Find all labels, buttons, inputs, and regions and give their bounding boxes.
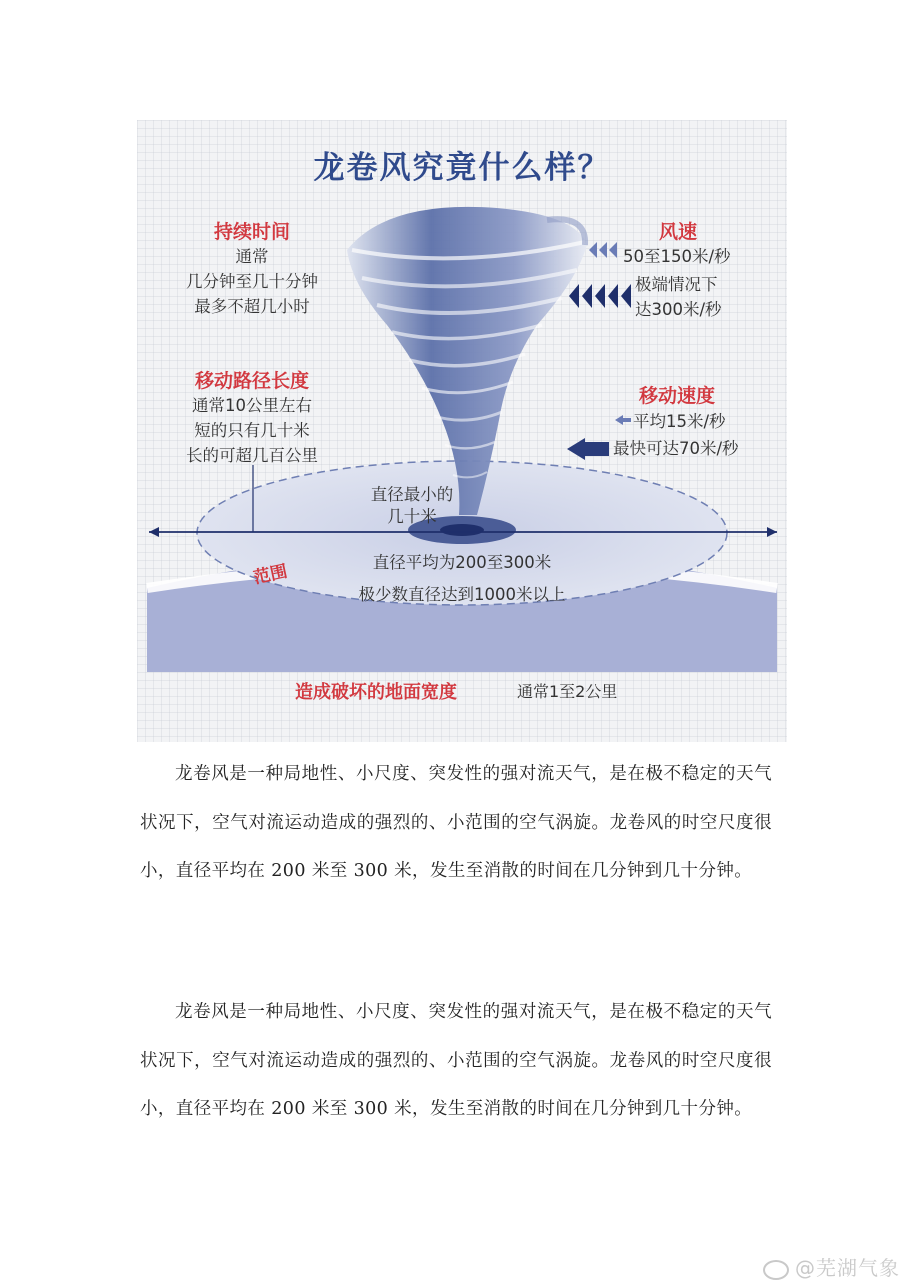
duration-heading: 持续时间: [213, 221, 290, 243]
move-speed-avg: 平均15米/秒: [633, 412, 726, 431]
tornado-infographic: [137, 120, 787, 742]
path-length-line: 长的可超几百公里: [186, 446, 318, 465]
duration-body: [157, 244, 347, 319]
path-length-body: [157, 393, 347, 468]
infographic-title: 龙卷风究竟什么样？: [313, 150, 611, 186]
min-diameter-label: [352, 484, 472, 528]
weibo-icon: [763, 1260, 789, 1280]
range-max: 极少数直径达到1000米以上: [358, 585, 566, 604]
body-paragraph: 龙卷风是一种局地性、小尺度、突发性的强对流天气，是在极不稳定的天气状况下，空气对流运动造成的强烈的、小范围的空气涡旋。龙卷风的时空尺度很小，直径平均在 200 米至 300 米，发生至消散的时间在几分钟到几十分钟。: [140, 764, 772, 881]
wind-speed-extreme-1: 极端情况下: [635, 275, 718, 294]
wind-speed-normal: 50至150米/秒: [623, 247, 731, 266]
move-speed-heading: 移动速度: [639, 385, 716, 407]
duration-line: 最多不超几小时: [194, 297, 310, 316]
duration-line: 通常: [235, 247, 269, 266]
move-arrow-avg: [615, 415, 631, 425]
duration-line: 几分钟至几十分钟: [186, 272, 318, 291]
wind-speed-extreme-2: 达300米/秒: [635, 300, 722, 319]
path-length-heading: 移动路径长度: [194, 370, 309, 392]
wind-arrows-normal: [589, 242, 617, 258]
watermark: [763, 1252, 900, 1281]
body-paragraph: 龙卷风是一种局地性、小尺度、突发性的强对流天气，是在极不稳定的天气状况下，空气对流运动造成的强烈的、小范围的空气涡旋。龙卷风的时空尺度很小，直径平均在 200 米至 300 米，发生至消散的时间在几分钟到几十分钟。: [140, 1002, 772, 1119]
path-length-line: 通常10公里左右: [192, 396, 312, 415]
min-diameter-line: 直径最小的: [370, 485, 454, 504]
min-diameter-line: 几十米: [387, 507, 437, 526]
move-arrow-max: [567, 438, 609, 460]
damage-value: 通常1至2公里: [517, 682, 618, 701]
wind-speed-heading: 风速: [659, 221, 698, 243]
wind-arrows-extreme: [569, 284, 631, 308]
damage-heading: 造成破坏的地面宽度: [295, 682, 457, 703]
range-avg: 直径平均为200至300米: [372, 553, 552, 572]
range-heading: 范围: [251, 561, 290, 589]
path-length-line: 短的只有几十米: [194, 421, 310, 440]
move-speed-max: 最快可达70米/秒: [613, 439, 739, 458]
watermark-text: @芜湖气象: [795, 1256, 900, 1280]
